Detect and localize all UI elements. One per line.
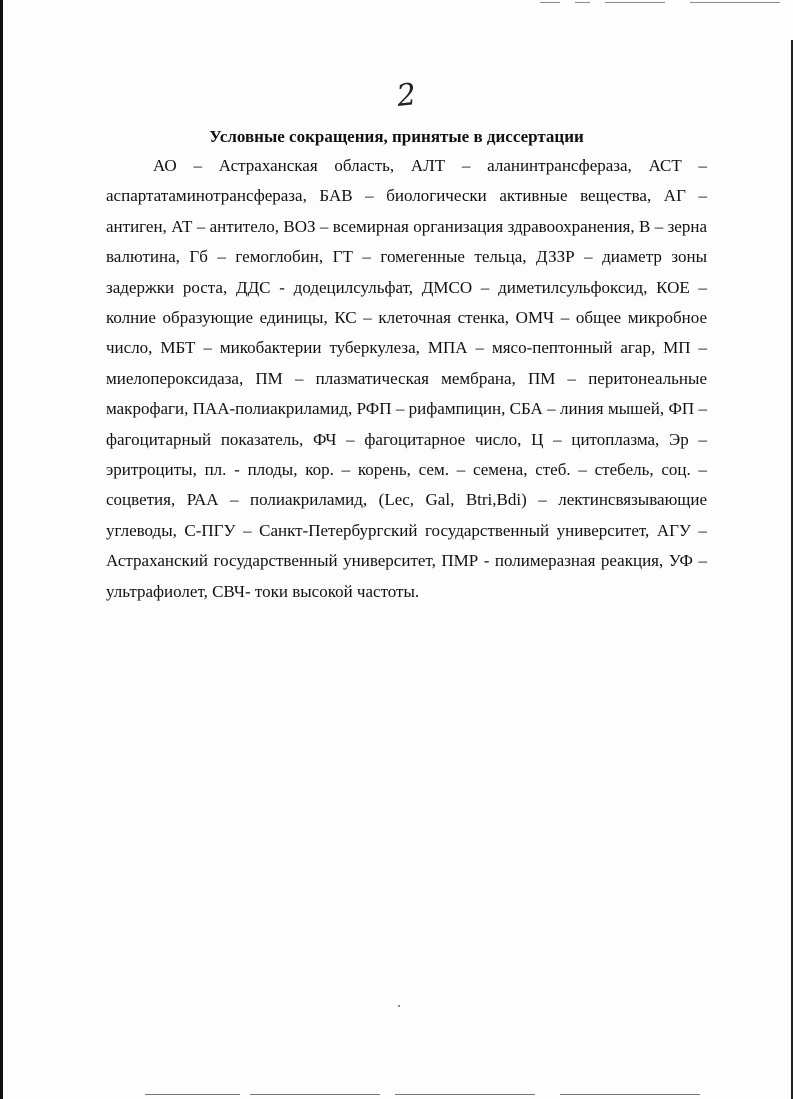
handwritten-page-number: 2 [395, 77, 418, 114]
scan-artifact-top [540, 2, 560, 3]
page-title: Условные сокращения, принятые в диссертации [209, 127, 584, 146]
scan-artifact-bottom [250, 1094, 380, 1095]
scan-artifact-top [690, 2, 780, 3]
scan-speck [398, 1005, 400, 1007]
scan-artifact-bottom [560, 1094, 700, 1095]
scan-artifact-top [575, 2, 590, 3]
scan-left-border [0, 0, 3, 1099]
scan-artifact-bottom [395, 1094, 535, 1095]
abbreviations-paragraph: АО – Астраханская область, АЛТ – аланинтрансфераза, АСТ – аспартатаминотрансфераза, БАВ – биологически активные вещества, АГ – антиген, АТ – антитело, ВОЗ – всемирная организация здравоохранения, В – зерна валютина, Гб – гемоглобин, ГТ – гомегенные тельца, ДЗЗР – диаметр зоны задержки роста, ДДС - додецилсульфат, ДМСО – диметилсульфоксид, КОЕ – колние образующие единицы, КС – клеточная стенка, ОМЧ – общее микробное число, МБТ – микобактерии туберкулеза, МПА – мясо-пептонный агар, МП – миелопероксидаза, ПМ – плазматическая мембрана, ПМ – перитонеальные макрофаги, ПАА-полиакриламид, РФП – рифампицин, СБА – линия мышей, ФП – фагоцитарный показатель, ФЧ – фагоцитарное число, Ц – цитоплазма, Эр – эритроциты, пл. - плоды, кор. – корень, сем. – семена, стеб. – стебель, соц. – соцветия, РАА – полиакриламид, (Lec, Gal, Btri,Bdi) – лектинсвязывающие углеводы, С-ПГУ – Санкт-Петербургский государственный университет, АГУ – Астраханский государственный университет, ПМР - полимеразная реакция, УФ – ультрафиолет, СВЧ- токи высокой частоты. [106, 156, 707, 601]
scan-artifact-bottom [145, 1094, 240, 1095]
scan-artifact-top [605, 2, 665, 3]
